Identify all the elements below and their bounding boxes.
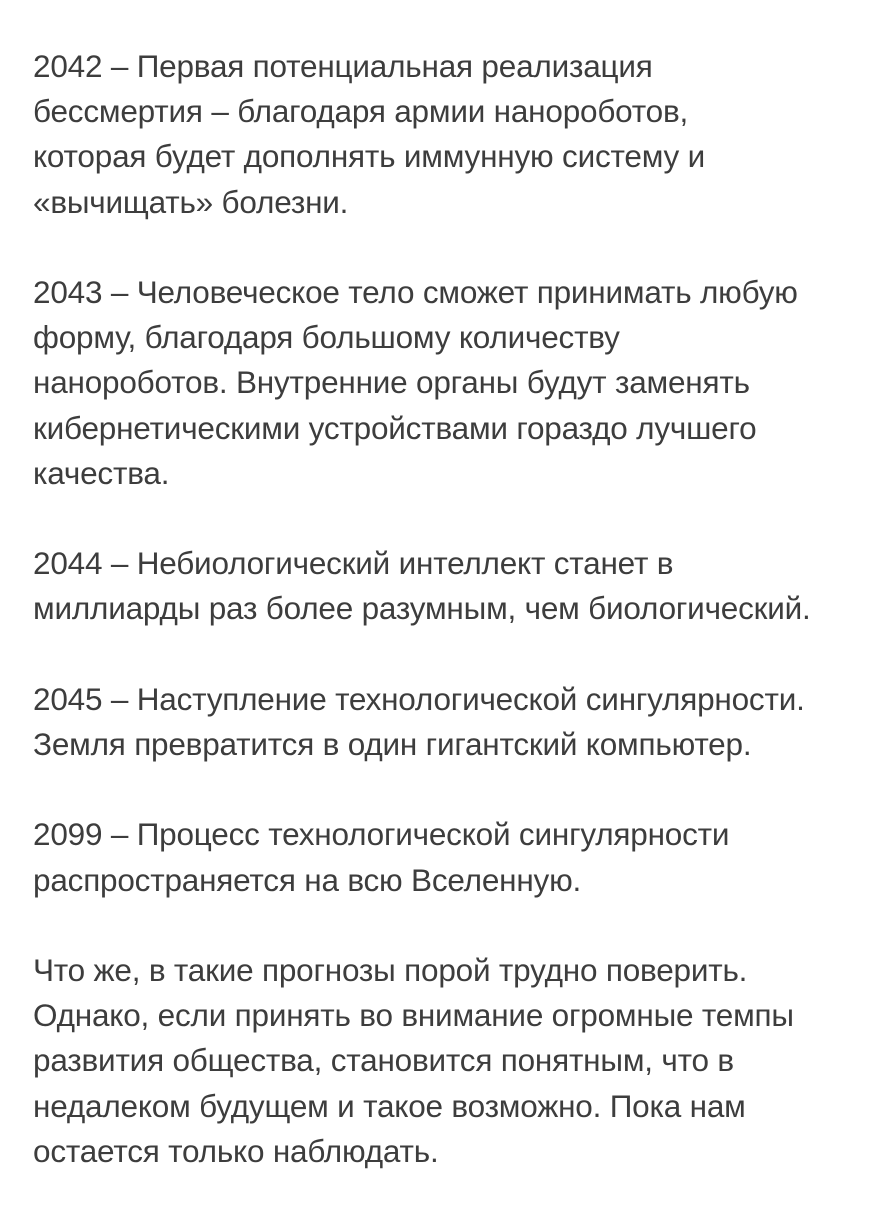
text-line: миллиарды раз более разумным, чем биологический. <box>33 590 811 627</box>
text-line: нанороботов. Внутренние органы будут заменять <box>33 364 750 401</box>
text-line: Земля превратится в один гигантский компьютер. <box>33 726 752 762</box>
text-line: Что же, в такие прогнозы порой трудно поверить. <box>33 951 748 988</box>
text-line: развития общества, становится понятным, что в <box>33 1042 734 1079</box>
paragraph-2042 <box>33 44 873 225</box>
text-line: 2099 – Процесс технологической сингулярности <box>33 816 730 853</box>
paragraph-2099 <box>33 812 873 902</box>
paragraph-2044 <box>33 541 873 631</box>
text-line: качества. <box>33 454 170 491</box>
paragraph-conclusion <box>33 948 873 1174</box>
text-line: недалеком будущем и такое возможно. Пока нам <box>33 1087 746 1124</box>
text-line: форму, благодаря большому количеству <box>33 319 620 356</box>
text-line: бессмертия – благодаря армии нанороботов, <box>33 93 689 130</box>
text-line: 2042 – Первая потенциальная реализация <box>33 48 653 84</box>
text-line: остается только наблюдать. <box>33 1132 439 1169</box>
text-line: распространяется на всю Вселенную. <box>33 861 582 898</box>
text-line: 2044 – Небиологический интеллект станет в <box>33 545 674 582</box>
paragraph-2043 <box>33 270 873 496</box>
text-line: «вычищать» болезни. <box>33 183 349 220</box>
text-line: которая будет дополнять иммунную систему и <box>33 138 706 175</box>
text-line: Однако, если принять во внимание огромные темпы <box>33 997 794 1034</box>
text-line: 2043 – Человеческое тело сможет принимать любую <box>33 274 798 310</box>
text-line: кибернетическими устройствами гораздо лучшего <box>33 409 757 446</box>
text-line: 2045 – Наступление технологической сингулярности. <box>33 680 805 717</box>
article-text <box>33 44 873 1219</box>
paragraph-2045 <box>33 677 873 767</box>
